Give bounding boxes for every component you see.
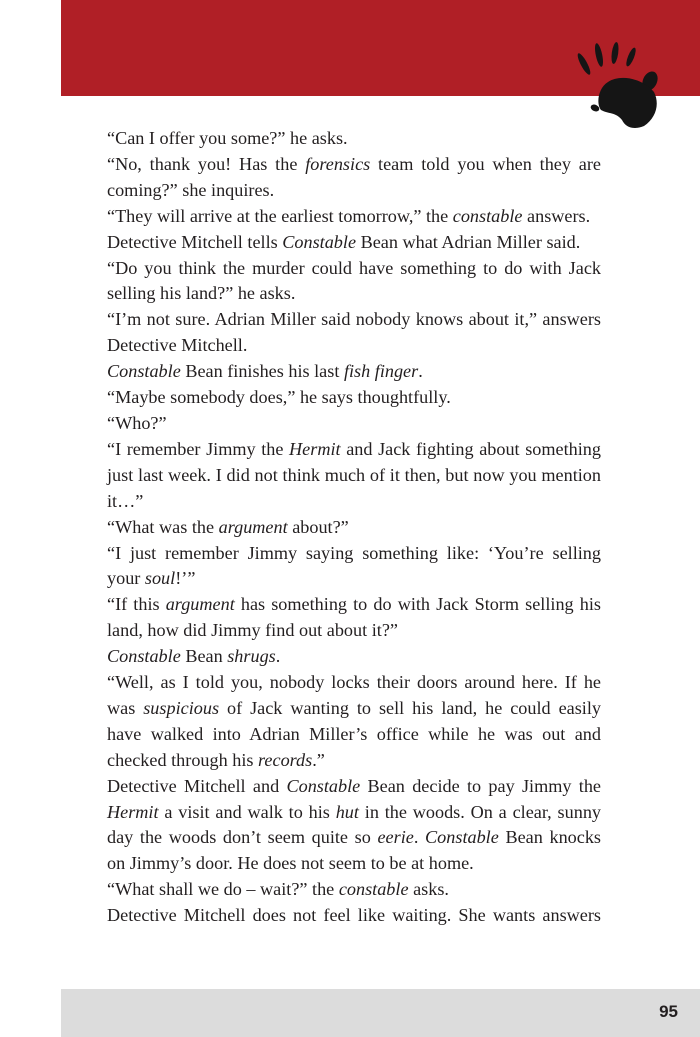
text-run: “No, thank you! Has the (107, 153, 306, 174)
text-run: “What was the (107, 516, 219, 537)
text-run: has something to do with Jack Storm selling his land, how did Jimmy find out about it?” (107, 594, 601, 641)
text-run: “They will arrive at the earliest tomorrow,” the (107, 205, 453, 226)
paragraph (107, 385, 601, 411)
text-run: “I’m not sure. Adrian Miller said nobody knows about it,” answers Detective Mitchell. (107, 309, 601, 356)
paragraph (107, 644, 601, 670)
text-run: “If this (107, 594, 166, 615)
text-run: “I remember Jimmy the (107, 438, 290, 459)
paragraph (107, 411, 601, 437)
text-run: asks. (408, 879, 449, 900)
page-text (107, 126, 601, 929)
paragraph (107, 592, 601, 644)
text-run: “What shall we do – wait?” the (107, 879, 339, 900)
italic-term: Constable (107, 361, 181, 382)
page-number: 95 (659, 1002, 678, 1021)
text-run: and Jack fighting about something just last week. I did not think much of it then, but now you mention it…” (107, 438, 601, 511)
italic-term: Constable (286, 775, 361, 796)
text-run: “Well, as I told you, nobody locks their doors around here. If he was (107, 672, 601, 718)
paragraph (107, 230, 601, 256)
text-run: “I just remember Jimmy saying something like: ‘You’re selling your (107, 542, 601, 589)
paragraph (107, 670, 601, 774)
paragraph (107, 437, 601, 515)
text-run: “Do you think the murder could have something to do with Jack selling his land?” he asks. (107, 257, 601, 304)
italic-term: Constable (425, 827, 499, 848)
paragraph (107, 152, 601, 204)
text-run: Bean knocks on Jimmy’s door. He does not seem to be at home. (107, 827, 602, 874)
text-run: Bean what Adrian Miller said. (356, 231, 581, 252)
text-run: !’” (175, 568, 196, 589)
paragraph (107, 307, 601, 359)
italic-term: suspicious (143, 697, 220, 718)
text-run: a visit and walk to his (158, 801, 336, 822)
text-run: . (275, 646, 281, 667)
text-run: .” (312, 749, 325, 770)
handprint-icon (568, 40, 668, 135)
paragraph (107, 903, 601, 929)
italic-term: Constable (282, 231, 357, 252)
text-run: answers. (522, 205, 591, 226)
footer-band (61, 989, 700, 1037)
paragraph (107, 541, 601, 593)
italic-term: fish finger (343, 361, 419, 382)
italic-term: Constable (107, 646, 181, 667)
text-run: “Who?” (107, 412, 167, 433)
text-run: Detective Mitchell does not feel like waiting. She wants answers (107, 905, 601, 926)
paragraph (107, 877, 601, 903)
text-run: Bean decide to pay Jimmy the (360, 775, 601, 796)
italic-term: shrugs (227, 646, 276, 667)
text-run: of Jack wanting to sell his land, he could easily have walked into Adrian Miller’s office while he was out and checked through his (107, 697, 601, 770)
text-run: . (418, 361, 423, 382)
italic-term: eerie (377, 827, 414, 848)
text-run: team told you when they are coming?” she inquires. (107, 153, 601, 200)
italic-term: argument (165, 594, 235, 615)
paragraph (107, 204, 601, 230)
text-run: Detective Mitchell and (107, 775, 287, 796)
paragraph (107, 126, 601, 152)
italic-term: constable (452, 205, 523, 226)
paragraph (107, 774, 601, 878)
text-run: Detective Mitchell tells (107, 231, 283, 252)
italic-term: Hermit (289, 438, 341, 459)
italic-term: records (258, 749, 313, 770)
italic-term: Hermit (107, 801, 159, 822)
text-run: about?” (287, 516, 349, 537)
italic-term: argument (218, 516, 288, 537)
italic-term: hut (335, 801, 359, 822)
italic-term: soul (144, 568, 176, 589)
text-run: “Maybe somebody does,” he says thoughtfully. (107, 387, 451, 408)
italic-term: forensics (305, 153, 371, 174)
paragraph (107, 359, 601, 385)
text-run: Bean finishes his last (180, 361, 344, 382)
paragraph (107, 515, 601, 541)
paragraph (107, 256, 601, 308)
text-run: in the woods. On a clear, sunny day the woods don’t seem quite so (107, 801, 602, 848)
text-run: “Can I offer you some?” he asks. (107, 128, 348, 148)
text-run: . (413, 827, 426, 848)
italic-term: constable (338, 879, 409, 900)
text-run: Bean (180, 646, 228, 667)
